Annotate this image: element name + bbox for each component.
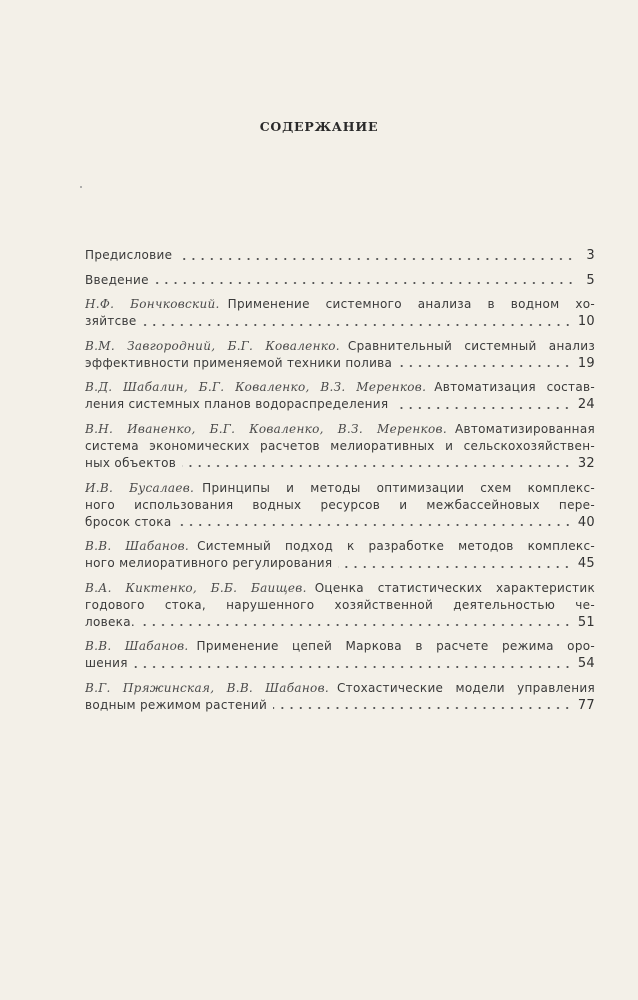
toc-entry-line (85, 313, 595, 330)
entry-title-text: система экономических расчетов мелиоративных и сельскохозяйствен- (85, 438, 595, 453)
page-number: 32 (577, 455, 595, 471)
entry-author: В.Д. Шабалин, Б.Г. Коваленко, В.З. Меренков. (85, 380, 427, 395)
entry-title-text: Стохастические модели управления (336, 680, 595, 695)
entry-author: В.Н. Иваненко, Б.Г. Коваленко, В.З. Меренков. (85, 421, 447, 436)
toc-entry-line (85, 638, 595, 655)
page-number: 24 (577, 397, 595, 413)
entry-title-text: Автоматизация состав- (434, 380, 595, 395)
toc-entry-line (85, 514, 595, 531)
toc-entry-line (85, 680, 595, 697)
entry-title-text: ления системных планов водораспределения (85, 397, 389, 412)
dot-leader (273, 700, 572, 710)
page-number: 51 (577, 614, 595, 630)
entry-title-text: Предисловие (85, 248, 173, 262)
entry-title-text: Сравнительный системный анализ (347, 338, 595, 353)
toc-entry-line (85, 296, 595, 313)
entry-title-text: Автоматизированная (454, 421, 595, 436)
toc-entry-line (85, 396, 595, 413)
dot-leader (182, 458, 572, 468)
entry-title-text: Применение цепей Маркова в расчете режима оро- (196, 639, 595, 654)
dot-leader (178, 517, 572, 527)
dot-leader (141, 617, 572, 627)
toc-entry-line (85, 555, 595, 572)
dot-leader (143, 317, 572, 327)
toc-entry-line (85, 272, 595, 289)
dot-leader (394, 400, 571, 410)
dot-leader (178, 251, 575, 261)
toc-entry[interactable] (85, 638, 595, 672)
page-number: 40 (577, 514, 595, 530)
entry-title-text: ных объектов (85, 455, 177, 470)
dot-leader (134, 659, 572, 669)
toc-entry-line (85, 455, 595, 472)
toc-entry-line (85, 497, 595, 514)
toc-entry[interactable] (85, 580, 595, 631)
entry-title-text: эффективности применяемой техники полива (85, 355, 393, 370)
entry-author: В.В. Шабанов. (85, 639, 189, 654)
toc-entry-line (85, 438, 595, 455)
toc-entry[interactable] (85, 680, 595, 714)
toc-entry[interactable] (85, 338, 595, 372)
toc-entry[interactable] (85, 421, 595, 472)
entry-title-text: Оценка статистических характеристик (314, 580, 595, 595)
entry-author: В.Г. Пряжинская, В.В. Шабанов. (85, 680, 329, 695)
toc-entry[interactable] (85, 379, 595, 413)
toc-entry-line (85, 355, 595, 372)
entry-title-text: ного использования водных ресурсов и межбассейновых пере- (85, 497, 595, 512)
entry-title-text: Введение (85, 272, 149, 287)
entry-title-text: водным режимом растений (85, 697, 268, 712)
page-number: 3 (586, 248, 595, 263)
toc-entry-line (85, 538, 595, 555)
entry-title-text: годового стока, нарушенного хозяйственной деятельностью че- (85, 597, 595, 612)
toc-entry-line (85, 697, 595, 714)
toc-entry[interactable] (85, 538, 595, 572)
page-number: 77 (577, 697, 595, 713)
toc-entry-line (85, 338, 595, 355)
toc-entry-line (85, 597, 595, 614)
entry-author: Н.Ф. Бончковский. (85, 297, 220, 312)
entry-author: И.В. Бусалаев. (85, 480, 195, 495)
entry-title-text: Системный подход к разработке методов комплекс- (197, 539, 595, 554)
dot-leader (338, 559, 571, 569)
entry-title-text: Принципы и методы оптимизации схем комплекс- (202, 480, 595, 495)
toc-entry-line (85, 655, 595, 672)
entry-title-text: Применение системного анализа в водном хо- (227, 297, 595, 312)
page-number: 54 (577, 656, 595, 672)
page-number: 10 (577, 314, 595, 330)
toc-entry-line (85, 379, 595, 396)
toc-entry-line (85, 480, 595, 497)
toc-entry[interactable] (85, 480, 595, 531)
entry-author: В.М. Завгородний, Б.Г. Коваленко. (85, 338, 340, 353)
dot-leader (155, 275, 575, 285)
entry-title-text: зяйтсве (85, 314, 137, 329)
table-of-contents (85, 247, 595, 722)
entry-title-text: ного мелиоративного регулирования (85, 556, 333, 571)
toc-entry[interactable] (85, 247, 595, 264)
toc-entry-line (85, 421, 595, 438)
page-number: 5 (586, 272, 595, 288)
entry-title-text: ловека. (85, 614, 135, 629)
page-number: 45 (577, 556, 595, 572)
page-number: 19 (577, 355, 595, 371)
scan-speck (80, 186, 82, 188)
toc-entry[interactable] (85, 272, 595, 289)
toc-entry-line (85, 580, 595, 597)
entry-title-text: шения (85, 656, 128, 671)
entry-author: В.А. Киктенко, Б.Б. Баищев. (85, 580, 307, 595)
entry-title-text: бросок стока (85, 514, 172, 529)
entry-author: В.В. Шабанов. (85, 539, 190, 554)
toc-entry-line (85, 247, 595, 264)
page-title: СОДЕРЖАНИЕ (259, 119, 379, 134)
dot-leader (398, 358, 572, 368)
toc-entry[interactable] (85, 296, 595, 330)
toc-entry-line (85, 614, 595, 631)
